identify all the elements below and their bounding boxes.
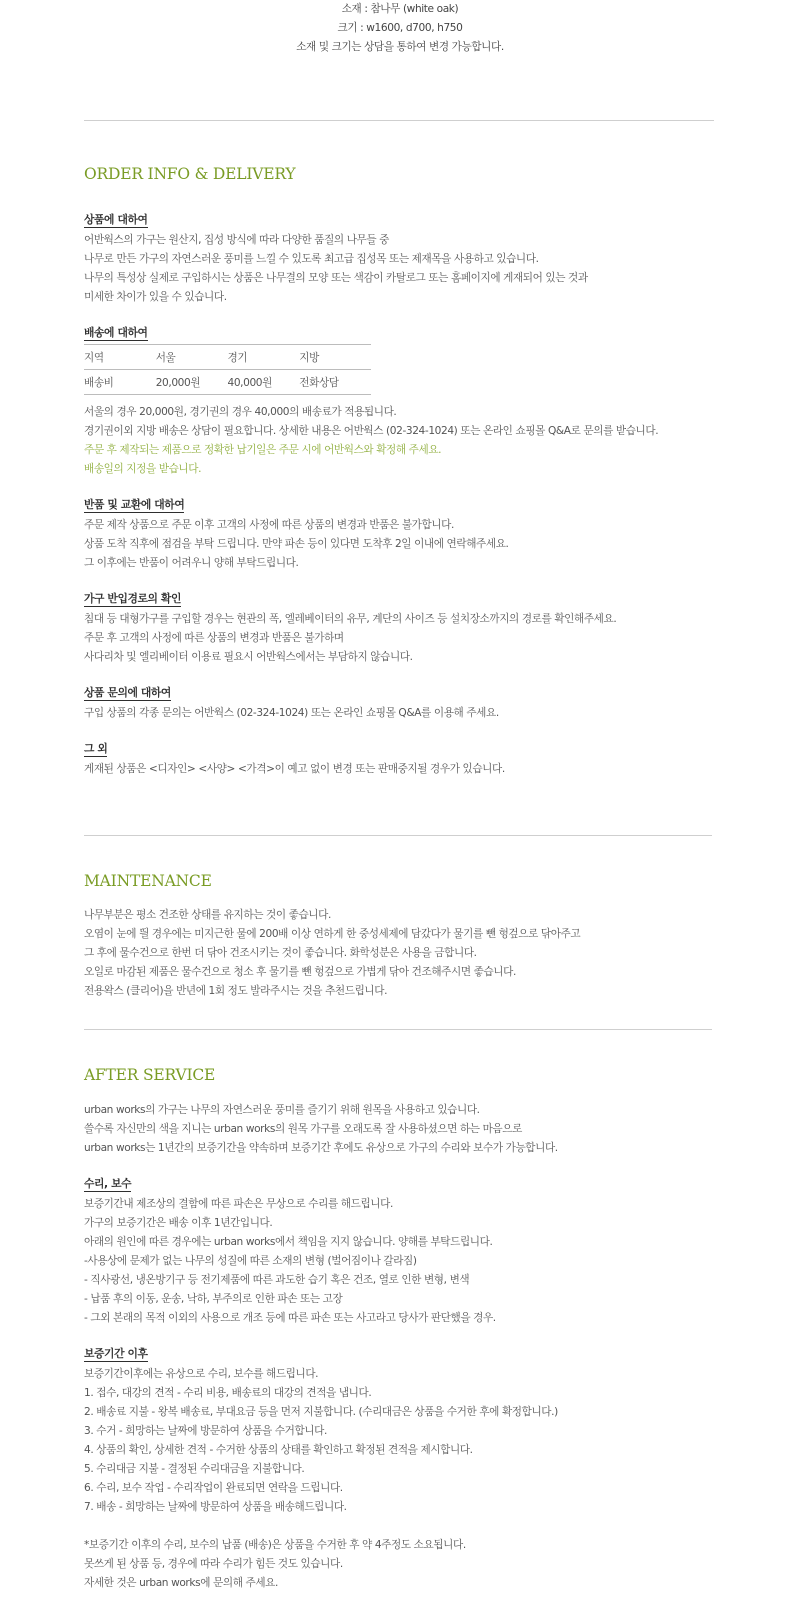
inquiry-info (84, 683, 724, 723)
text-line: 오일로 마감된 제품은 물수건으로 청소 후 물기를 뺀 헝겊으로 가볍게 닦아 건조해주시면 좋습니다. (84, 966, 516, 978)
subheading-returns: 반품 및 교환에 대하여 (84, 498, 185, 511)
spec-material: 소재 : 참나무 (white oak) (341, 3, 459, 15)
text-line: 오염이 눈에 띌 경우에는 미지근한 물에 200배 이상 연하게 한 중성세제에 담갔다가 물기를 뺀 헝겊으로 닦아주고 (84, 928, 581, 940)
route-info (84, 589, 724, 667)
subheading-inquiry: 상품 문의에 대하여 (84, 686, 171, 699)
section-title-order: ORDER INFO & DELIVERY (84, 165, 296, 183)
product-spec (0, 0, 800, 57)
text-line: 보증기간이후에는 유상으로 수리, 보수를 해드립니다. (84, 1368, 319, 1380)
list-item: 4. 상품의 확인, 상세한 견적 - 수거한 상품의 상태를 확인하고 확정된 견적을 제시합니다. (84, 1444, 473, 1456)
list-item: 6. 수리, 보수 작업 - 수리작업이 완료되면 연락을 드립니다. (84, 1482, 343, 1494)
section-title-maintenance: MAINTENANCE (84, 872, 212, 890)
table-row (84, 345, 371, 370)
text-line: 침대 등 대형가구를 구입할 경우는 현관의 폭, 엘레베이터의 유무, 계단의 사이즈 등 설치장소까지의 경로를 확인해주세요. (84, 613, 617, 625)
table-cell: 40,000원 (227, 370, 299, 395)
maintenance-section (84, 906, 724, 1001)
table-cell: 지역 (84, 345, 156, 370)
text-line: 아래의 원인에 따른 경우에는 urban works에서 책임을 지지 않습니다. 양해를 부탁드립니다. (84, 1236, 493, 1248)
spec-size: 크기 : w1600, d700, h750 (337, 22, 463, 34)
after-intro (84, 1101, 724, 1158)
text-line: 주문 제작 상품으로 주문 이후 고객의 사정에 따른 상품의 변경과 반품은 불가합니다. (84, 519, 454, 531)
divider (84, 1029, 712, 1030)
text-line: 나무로 만든 가구의 자연스러운 풍미를 느낄 수 있도록 최고급 집성목 또는 제재목을 사용하고 있습니다. (84, 253, 539, 265)
repair-info (84, 1174, 724, 1328)
table-row (84, 370, 371, 395)
after-service-section (84, 1101, 724, 1593)
list-item: 3. 수거 - 희망하는 날짜에 방문하여 상품을 수거합니다. (84, 1425, 327, 1437)
highlight-line: 배송일의 지정을 받습니다. (84, 463, 202, 475)
after-notes (84, 1536, 724, 1593)
text-line: 나무부분은 평소 건조한 상태를 유지하는 것이 좋습니다. (84, 909, 331, 921)
text-line: 미세한 차이가 있을 수 있습니다. (84, 291, 227, 303)
text-line: 전용왁스 (클리어)을 반년에 1회 정도 발라주시는 것을 추천드립니다. (84, 985, 388, 997)
text-line: 상품 도착 직후에 점검을 부탁 드립니다. 만약 파손 등이 있다면 도착후 2일 이내에 연락해주세요. (84, 538, 509, 550)
subheading-route: 가구 반입경로의 확인 (84, 592, 181, 605)
subheading-repair: 수리, 보수 (84, 1177, 132, 1190)
etc-info (84, 739, 724, 779)
text-line: - 납품 후의 이동, 운송, 낙하, 부주의로 인한 파손 또는 고장 (84, 1293, 343, 1305)
table-cell: 서울 (156, 345, 228, 370)
shipping-fee-table (84, 344, 371, 395)
text-line: 주문 후 고객의 사정에 따른 상품의 변경과 반품은 불가하며 (84, 632, 344, 644)
list-item: 5. 수리대금 지불 - 결정된 수리대금을 지불합니다. (84, 1463, 305, 1475)
table-cell: 경기 (227, 345, 299, 370)
text-line: 못쓰게 된 상품 등, 경우에 따라 수리가 힘든 것도 있습니다. (84, 1558, 343, 1570)
divider (84, 120, 714, 121)
table-cell: 배송비 (84, 370, 156, 395)
text-line: 보증기간내 제조상의 결함에 따른 파손은 무상으로 수리를 해드립니다. (84, 1198, 393, 1210)
subheading-etc: 그 외 (84, 742, 108, 755)
spec-note: 소재 및 크기는 상담을 통하여 변경 가능합니다. (296, 41, 504, 53)
text-line: 경기권이외 지방 배송은 상담이 필요합니다. 상세한 내용은 어반웍스 (02-324-1024) 또는 온라인 쇼핑몰 Q&A로 문의를 받습니다. (84, 425, 659, 437)
text-line: 서울의 경우 20,000원, 경기권의 경우 40,000의 배송료가 적용됩니다. (84, 406, 397, 418)
text-line: 쓸수록 자신만의 색을 지니는 urban works의 원목 가구를 오래도록 잘 사용하셨으면 하는 마음으로 (84, 1123, 522, 1135)
product-info (84, 210, 724, 307)
subheading-post-warranty: 보증기간 이후 (84, 1347, 148, 1360)
table-cell: 20,000원 (156, 370, 228, 395)
text-line: -사용상에 문제가 없는 나무의 성질에 따른 소재의 변형 (벌어짐이나 갈라짐) (84, 1255, 417, 1267)
section-title-after-service: AFTER SERVICE (84, 1066, 216, 1084)
text-line: 게재된 상품은 <디자인> <사양> <가격>이 예고 없이 변경 또는 판매중지될 경우가 있습니다. (84, 763, 505, 775)
divider (84, 835, 712, 836)
text-line: 나무의 특성상 실제로 구입하시는 상품은 나무결의 모양 또는 색감이 카탈로그 또는 홈페이지에 게재되어 있는 것과 (84, 272, 588, 284)
highlight-line: 주문 후 제작되는 제품으로 정확한 납기일은 주문 시에 어반웍스와 확정해 주세요. (84, 444, 442, 456)
text-line: - 그외 본래의 목적 이외의 사용으로 개조 등에 따른 파손 또는 사고라고 당사가 판단했을 경우. (84, 1312, 496, 1324)
list-item: 7. 배송 - 희망하는 날짜에 방문하여 상품을 배송해드립니다. (84, 1501, 347, 1513)
text-line: 자세한 것은 urban works에 문의해 주세요. (84, 1577, 278, 1589)
list-item: 2. 배송료 지불 - 왕복 배송료, 부대요금 등을 먼저 지불합니다. (수리대금은 상품을 수거한 후에 확정합니다.) (84, 1406, 558, 1418)
table-cell: 전화상담 (299, 370, 371, 395)
text-line: 구입 상품의 각종 문의는 어반웍스 (02-324-1024) 또는 온라인 쇼핑몰 Q&A를 이용해 주세요. (84, 707, 499, 719)
post-warranty-info (84, 1344, 724, 1517)
text-line: 그 후에 물수건으로 한번 더 닦아 건조시키는 것이 좋습니다. 화학성분은 사용을 금합니다. (84, 947, 477, 959)
text-line: urban works는 1년간의 보증기간을 약속하며 보증기간 후에도 유상으로 가구의 수리와 보수가 가능합니다. (84, 1142, 558, 1154)
delivery-info (84, 323, 724, 479)
text-line: - 직사광선, 냉온방기구 등 전기제품에 따른 과도한 습기 혹은 건조, 열로 인한 변형, 변색 (84, 1274, 470, 1286)
table-cell: 지방 (299, 345, 371, 370)
list-item: 1. 접수, 대강의 견적 - 수리 비용, 배송료의 대강의 견적을 냅니다. (84, 1387, 372, 1399)
text-line: 사다리차 및 엘리베이터 이용료 필요시 어반웍스에서는 부담하지 않습니다. (84, 651, 413, 663)
text-line: 어반웍스의 가구는 원산지, 집성 방식에 따라 다양한 품질의 나무들 중 (84, 234, 390, 246)
returns-info (84, 495, 724, 573)
order-section (84, 210, 724, 779)
subheading-delivery: 배송에 대하여 (84, 326, 148, 339)
text-line: 그 이후에는 반품이 어려우니 양해 부탁드립니다. (84, 557, 299, 569)
text-line: urban works의 가구는 나무의 자연스러운 풍미를 즐기기 위해 원목을 사용하고 있습니다. (84, 1104, 480, 1116)
subheading-product: 상품에 대하여 (84, 213, 148, 226)
text-line: 가구의 보증기간은 배송 이후 1년간입니다. (84, 1217, 273, 1229)
text-line: *보증기간 이후의 수리, 보수의 납품 (배송)은 상품을 수거한 후 약 4주정도 소요됩니다. (84, 1539, 466, 1551)
